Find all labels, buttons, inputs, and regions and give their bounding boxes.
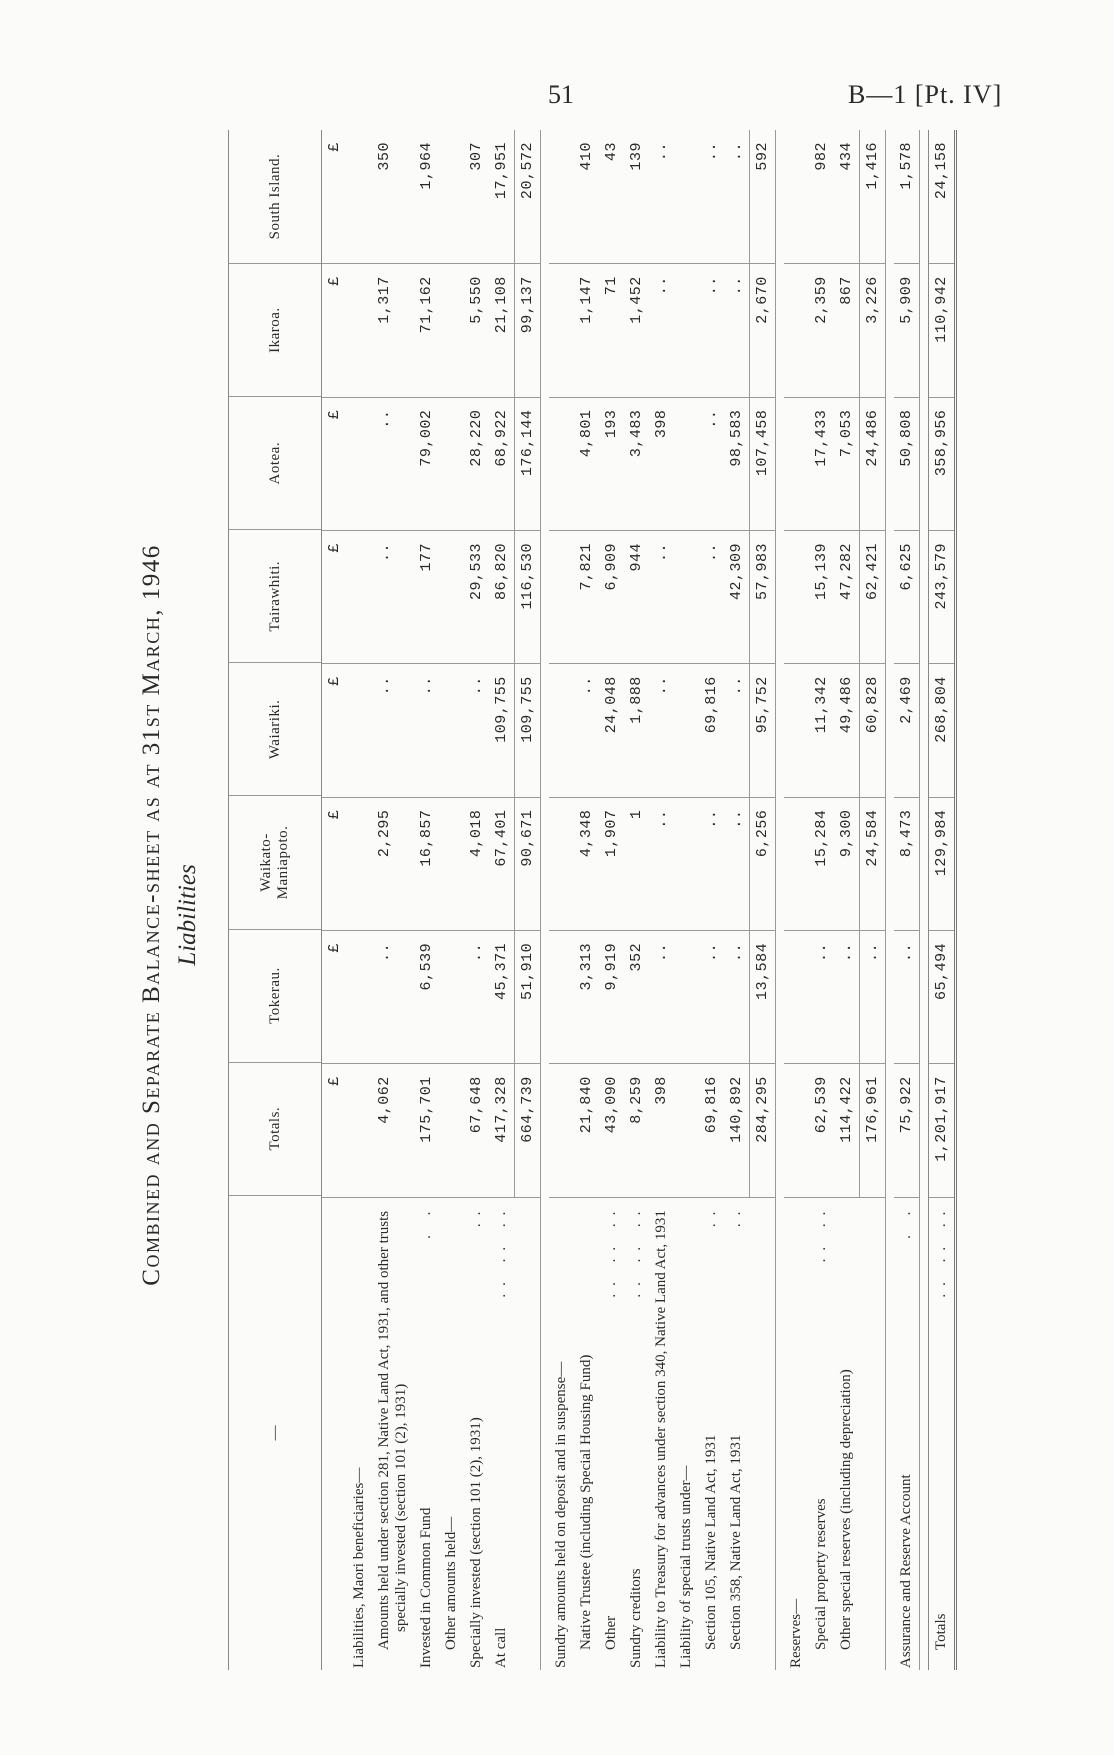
value-cell: 1,907 xyxy=(599,797,624,930)
column-header: Totals. xyxy=(229,1062,321,1195)
value-cell: 67,648 xyxy=(464,1063,489,1196)
section-subtitle: Liabilities xyxy=(174,864,201,966)
value-cell xyxy=(439,530,464,663)
value-cell xyxy=(439,797,464,930)
value-cell: .. xyxy=(372,397,414,530)
value-cell: 1,452 xyxy=(624,263,649,396)
value-cell: 9,919 xyxy=(599,930,624,1063)
value-cell xyxy=(549,1063,574,1196)
value-cell: 45,371 xyxy=(489,930,514,1063)
currency-symbol: £ xyxy=(322,263,347,396)
value-cell: 982 xyxy=(813,142,830,171)
value-cell: 24,048 xyxy=(599,663,624,796)
currency-symbol: £ xyxy=(322,1063,347,1196)
subtotal-cell: .. xyxy=(859,930,885,1063)
value-cell xyxy=(784,397,809,530)
section-spacer xyxy=(886,130,894,1670)
row-label-text: Other .. .. .. xyxy=(603,1203,619,1650)
value-cell: .. xyxy=(649,530,674,663)
page-reference: B—1 [Pt. IV] xyxy=(848,80,1003,109)
totals-cell: 129,984 xyxy=(929,797,954,930)
value-cell: .. xyxy=(834,930,859,1063)
row-label-text: Section 358, Native Land Act, 1931 .. xyxy=(728,1203,744,1650)
value-cell: 69,816 xyxy=(699,1063,724,1196)
row-label-text: Reserves— xyxy=(788,1598,804,1668)
subtotal-cell: 24,584 xyxy=(859,797,885,930)
subtotal-cell: 2,670 xyxy=(749,263,775,396)
subtotal-cell: 107,458 xyxy=(749,397,775,530)
value-cell: 71 xyxy=(599,263,624,396)
value-cell xyxy=(674,930,699,1063)
value-cell xyxy=(549,397,574,530)
column-header: Ikaroa. xyxy=(229,263,321,396)
currency-symbol: £ xyxy=(322,663,347,796)
value-cell: 67,401 xyxy=(489,797,514,930)
subtotal-row xyxy=(514,130,541,1670)
row-label xyxy=(372,1197,414,1670)
value-cell xyxy=(549,663,574,796)
table-row xyxy=(699,130,724,1670)
subtotal-cell: 284,295 xyxy=(749,1063,775,1196)
value-cell: .. xyxy=(653,142,670,162)
value-cell xyxy=(439,130,464,263)
value-cell: .. xyxy=(649,263,674,396)
value-cell: .. xyxy=(414,663,439,796)
value-cell: .. xyxy=(724,263,749,396)
table-row xyxy=(574,130,599,1670)
table-row xyxy=(674,130,699,1670)
row-label-text: Special property reserves .. .. xyxy=(813,1203,829,1650)
row-label xyxy=(834,1197,859,1670)
value-cell: 43,090 xyxy=(599,1063,624,1196)
value-cell: 49,486 xyxy=(834,663,859,796)
row-label-text: At call .. .. .. xyxy=(493,1203,509,1668)
section-spacer xyxy=(776,130,784,1670)
value-cell: 410 xyxy=(578,142,595,171)
subtotal-cell: 62,421 xyxy=(859,530,885,663)
table-row xyxy=(464,130,489,1670)
value-cell xyxy=(674,397,699,530)
subtotal-cell: 1,416 xyxy=(859,130,885,263)
value-cell xyxy=(439,397,464,530)
value-cell: .. xyxy=(372,663,414,796)
row-label-text: Liabilities, Maori beneficiaries— xyxy=(351,1467,367,1668)
row-label xyxy=(414,1197,439,1670)
value-cell: 69,816 xyxy=(699,663,724,796)
value-cell: 15,139 xyxy=(809,530,834,663)
table-row xyxy=(894,130,920,1670)
value-cell xyxy=(674,263,699,396)
value-cell: 11,342 xyxy=(809,663,834,796)
value-cell: .. xyxy=(809,930,834,1063)
value-cell: 1,888 xyxy=(624,663,649,796)
value-cell: 6,625 xyxy=(894,530,919,663)
value-cell: .. xyxy=(649,797,674,930)
totals-cell: 1,201,917 xyxy=(929,1063,954,1196)
value-cell: 62,539 xyxy=(809,1063,834,1196)
table-row xyxy=(624,130,649,1670)
value-cell: 2,295 xyxy=(372,797,414,930)
subtotal-label xyxy=(749,1197,775,1670)
table-row xyxy=(439,130,464,1670)
value-cell: 867 xyxy=(834,263,859,396)
totals-cell: 24,158 xyxy=(933,142,950,200)
value-cell: .. xyxy=(372,930,414,1063)
value-cell: .. xyxy=(894,930,919,1063)
value-cell: 21,840 xyxy=(574,1063,599,1196)
value-cell: 42,309 xyxy=(724,530,749,663)
table-row xyxy=(724,130,749,1670)
currency-row-label xyxy=(322,1197,347,1670)
row-label xyxy=(464,1197,489,1670)
totals-label-text: Totals .. .. .. xyxy=(933,1203,949,1650)
value-cell: 1 xyxy=(624,797,649,930)
page-title: Combined and Separate Balance-sheet as at 31st March, 1946 xyxy=(138,544,165,1286)
table-row xyxy=(649,130,674,1670)
row-label-text: Specially invested (section 101 (2), 1931) .. xyxy=(468,1203,484,1668)
leader-dots: .. xyxy=(468,1203,484,1228)
row-label-text: Liability to Treasury for advances under section 340, Native Land Act, 1931 xyxy=(653,1210,669,1668)
value-cell xyxy=(439,1063,464,1196)
value-cell: 2,469 xyxy=(894,663,919,796)
subtotal-cell: 13,584 xyxy=(749,930,775,1063)
value-cell: 16,857 xyxy=(414,797,439,930)
row-label-text: Other amounts held— xyxy=(443,1516,459,1650)
value-cell xyxy=(784,1063,809,1196)
subtotal-cell: 60,828 xyxy=(859,663,885,796)
value-cell: 114,422 xyxy=(834,1063,859,1196)
value-cell: .. xyxy=(372,530,414,663)
value-cell xyxy=(784,930,809,1063)
value-cell: 9,300 xyxy=(834,797,859,930)
currency-row xyxy=(322,130,347,1670)
table-row xyxy=(489,130,514,1670)
value-cell xyxy=(784,130,809,263)
section-spacer xyxy=(541,130,549,1670)
page-number: 51 xyxy=(548,80,574,109)
value-cell xyxy=(347,797,372,930)
subtotal-cell: 109,755 xyxy=(514,663,540,796)
value-cell: 3,483 xyxy=(624,397,649,530)
subtotal-cell: 57,983 xyxy=(749,530,775,663)
row-label-text: Sundry creditors .. .. .. xyxy=(628,1203,644,1668)
value-cell: 50,808 xyxy=(894,397,919,530)
subtotal-label xyxy=(859,1197,885,1670)
value-cell: .. xyxy=(728,142,745,162)
value-cell xyxy=(784,263,809,396)
table-row xyxy=(809,130,834,1670)
row-label xyxy=(699,1197,724,1670)
value-cell: 350 xyxy=(376,142,393,171)
value-cell: 71,162 xyxy=(414,263,439,396)
subtotal-row xyxy=(749,130,776,1670)
row-label-text: Liability of special trusts under— xyxy=(678,1465,694,1668)
totals-row xyxy=(928,130,957,1670)
currency-symbol: £ xyxy=(326,142,343,152)
value-cell: 7,053 xyxy=(834,397,859,530)
subtotal-cell: 6,256 xyxy=(749,797,775,930)
column-header: South Island. xyxy=(266,153,283,240)
value-cell xyxy=(439,663,464,796)
column-header: Tokerau. xyxy=(229,929,321,1062)
value-cell: .. xyxy=(724,797,749,930)
balance-sheet-table xyxy=(228,130,957,1670)
value-cell: 434 xyxy=(838,142,855,171)
value-cell: 5,909 xyxy=(894,263,919,396)
table-row xyxy=(372,130,414,1670)
value-cell: 21,108 xyxy=(489,263,514,396)
value-cell xyxy=(674,663,699,796)
value-cell: 3,313 xyxy=(574,930,599,1063)
row-label xyxy=(599,1197,624,1670)
value-cell xyxy=(347,1063,372,1196)
value-cell xyxy=(784,663,809,796)
value-cell: 398 xyxy=(649,1063,674,1196)
row-label xyxy=(894,1197,919,1670)
value-cell: 28,220 xyxy=(464,397,489,530)
value-cell: 140,892 xyxy=(724,1063,749,1196)
value-cell: .. xyxy=(724,930,749,1063)
section-spacer xyxy=(920,130,928,1670)
row-label xyxy=(624,1197,649,1670)
subtotal-cell: 24,486 xyxy=(859,397,885,530)
row-label xyxy=(574,1197,599,1670)
value-cell: .. xyxy=(649,930,674,1063)
value-cell: 17,433 xyxy=(809,397,834,530)
row-label xyxy=(784,1197,809,1670)
row-label xyxy=(439,1197,464,1670)
column-header: — xyxy=(229,1195,321,1670)
row-label-text: Other special reserves (including depreciation) xyxy=(838,1369,854,1650)
value-cell xyxy=(784,530,809,663)
totals-cell: 268,804 xyxy=(929,663,954,796)
value-cell: 417,328 xyxy=(489,1063,514,1196)
value-cell xyxy=(347,663,372,796)
value-cell: 177 xyxy=(414,530,439,663)
subtotal-cell: 116,530 xyxy=(514,530,540,663)
value-cell: .. xyxy=(649,663,674,796)
row-label-text: Invested in Common Fund . . xyxy=(418,1203,434,1668)
value-cell xyxy=(784,797,809,930)
value-cell: .. xyxy=(699,263,724,396)
value-cell: 2,359 xyxy=(809,263,834,396)
row-label xyxy=(724,1197,749,1670)
row-label xyxy=(809,1197,834,1670)
subtotal-cell: 90,671 xyxy=(514,797,540,930)
row-label-text: Native Trustee (including Special Housing Fund) xyxy=(578,1354,594,1650)
table-row xyxy=(347,130,372,1670)
leader-dots: .. .. .. xyxy=(933,1203,949,1298)
value-cell xyxy=(674,797,699,930)
value-cell: 98,583 xyxy=(724,397,749,530)
value-cell: 79,002 xyxy=(414,397,439,530)
value-cell: 193 xyxy=(599,397,624,530)
value-cell xyxy=(674,130,699,263)
table-row xyxy=(549,130,574,1670)
value-cell: .. xyxy=(724,663,749,796)
value-cell: .. xyxy=(699,397,724,530)
value-cell: 398 xyxy=(649,397,674,530)
value-cell: .. xyxy=(699,930,724,1063)
value-cell: .. xyxy=(699,797,724,930)
value-cell: .. xyxy=(703,142,720,162)
value-cell xyxy=(549,130,574,263)
value-cell xyxy=(347,263,372,396)
value-cell: 29,533 xyxy=(464,530,489,663)
value-cell xyxy=(347,530,372,663)
value-cell: 86,820 xyxy=(489,530,514,663)
totals-cell: 358,956 xyxy=(929,397,954,530)
totals-label xyxy=(929,1197,954,1670)
column-header: Waikato-Maniapoto. xyxy=(229,795,321,928)
currency-symbol: £ xyxy=(322,930,347,1063)
value-cell: 1,147 xyxy=(574,263,599,396)
value-cell: .. xyxy=(464,663,489,796)
row-label-text: Assurance and Reserve Account . . xyxy=(898,1203,914,1668)
leader-dots: .. .. .. xyxy=(493,1203,509,1298)
subtotal-cell: 20,572 xyxy=(514,130,540,263)
value-cell: 4,062 xyxy=(372,1063,414,1196)
totals-cell: 243,579 xyxy=(929,530,954,663)
value-cell: 1,578 xyxy=(898,142,915,190)
value-cell: 47,282 xyxy=(834,530,859,663)
row-label-text: Sundry amounts held on deposit and in suspense— xyxy=(553,1361,569,1668)
value-cell xyxy=(347,130,372,263)
value-cell xyxy=(347,397,372,530)
value-cell: 175,701 xyxy=(414,1063,439,1196)
value-cell: 944 xyxy=(624,530,649,663)
leader-dots: .. xyxy=(703,1203,719,1228)
value-cell: 4,348 xyxy=(574,797,599,930)
value-cell: 7,821 xyxy=(574,530,599,663)
value-cell xyxy=(674,530,699,663)
value-cell: 6,909 xyxy=(599,530,624,663)
subtotal-row xyxy=(859,130,886,1670)
currency-symbol: £ xyxy=(322,797,347,930)
value-cell: 43 xyxy=(603,142,620,162)
value-cell xyxy=(439,263,464,396)
value-cell: 109,755 xyxy=(489,663,514,796)
value-cell: 68,922 xyxy=(489,397,514,530)
table-row xyxy=(414,130,439,1670)
subtotal-cell: 176,961 xyxy=(859,1063,885,1196)
value-cell: 307 xyxy=(468,142,485,171)
value-cell xyxy=(347,930,372,1063)
value-cell: 5,550 xyxy=(464,263,489,396)
value-cell: 352 xyxy=(624,930,649,1063)
table-row xyxy=(834,130,859,1670)
value-cell: 8,473 xyxy=(894,797,919,930)
value-cell: 1,964 xyxy=(418,142,435,190)
subtotal-cell: 592 xyxy=(749,130,775,263)
value-cell xyxy=(549,263,574,396)
table-row xyxy=(784,130,809,1670)
value-cell xyxy=(549,797,574,930)
totals-cell: 65,494 xyxy=(929,930,954,1063)
value-cell: .. xyxy=(574,663,599,796)
value-cell xyxy=(674,1063,699,1196)
row-label xyxy=(347,1197,372,1670)
leader-dots: .. .. xyxy=(813,1203,829,1263)
row-label xyxy=(489,1197,514,1670)
subtotal-label xyxy=(514,1197,540,1670)
subtotal-cell: 51,910 xyxy=(514,930,540,1063)
leader-dots: .. xyxy=(728,1203,744,1228)
row-label xyxy=(674,1197,699,1670)
row-label xyxy=(649,1197,674,1670)
value-cell: 4,801 xyxy=(574,397,599,530)
row-label-text: Amounts held under section 281, Native Land Act, 1931, and other trusts specially invested (section 101 (2), 1931) xyxy=(376,1210,409,1650)
subtotal-cell: 3,226 xyxy=(859,263,885,396)
table-row xyxy=(599,130,624,1670)
value-cell: 75,922 xyxy=(894,1063,919,1196)
subtotal-cell: 664,739 xyxy=(514,1063,540,1196)
subtotal-cell: 99,137 xyxy=(514,263,540,396)
totals-cell: 110,942 xyxy=(929,263,954,396)
row-label xyxy=(549,1197,574,1670)
column-header: Waiariki. xyxy=(229,662,321,795)
column-header: Tairawhiti. xyxy=(229,529,321,662)
value-cell xyxy=(549,930,574,1063)
value-cell: 4,018 xyxy=(464,797,489,930)
subtotal-cell: 95,752 xyxy=(749,663,775,796)
value-cell: 6,539 xyxy=(414,930,439,1063)
rotated-table-page xyxy=(110,120,1090,1710)
row-label-text: Section 105, Native Land Act, 1931 .. xyxy=(703,1203,719,1650)
currency-symbol: £ xyxy=(322,397,347,530)
currency-symbol: £ xyxy=(322,530,347,663)
leader-dots: .. .. .. xyxy=(603,1203,619,1298)
leader-dots: . . xyxy=(898,1203,914,1239)
value-cell: .. xyxy=(699,530,724,663)
subtotal-cell: 176,144 xyxy=(514,397,540,530)
value-cell: .. xyxy=(464,930,489,1063)
table-header-row xyxy=(228,130,322,1670)
value-cell: 8,259 xyxy=(624,1063,649,1196)
value-cell: 1,317 xyxy=(372,263,414,396)
leader-dots: .. .. .. xyxy=(628,1203,644,1298)
value-cell xyxy=(439,930,464,1063)
column-header: Aotea. xyxy=(229,396,321,529)
leader-dots: . . xyxy=(418,1203,434,1239)
value-cell: 17,951 xyxy=(493,142,510,200)
value-cell: 15,284 xyxy=(809,797,834,930)
value-cell xyxy=(549,530,574,663)
value-cell: 139 xyxy=(628,142,645,171)
